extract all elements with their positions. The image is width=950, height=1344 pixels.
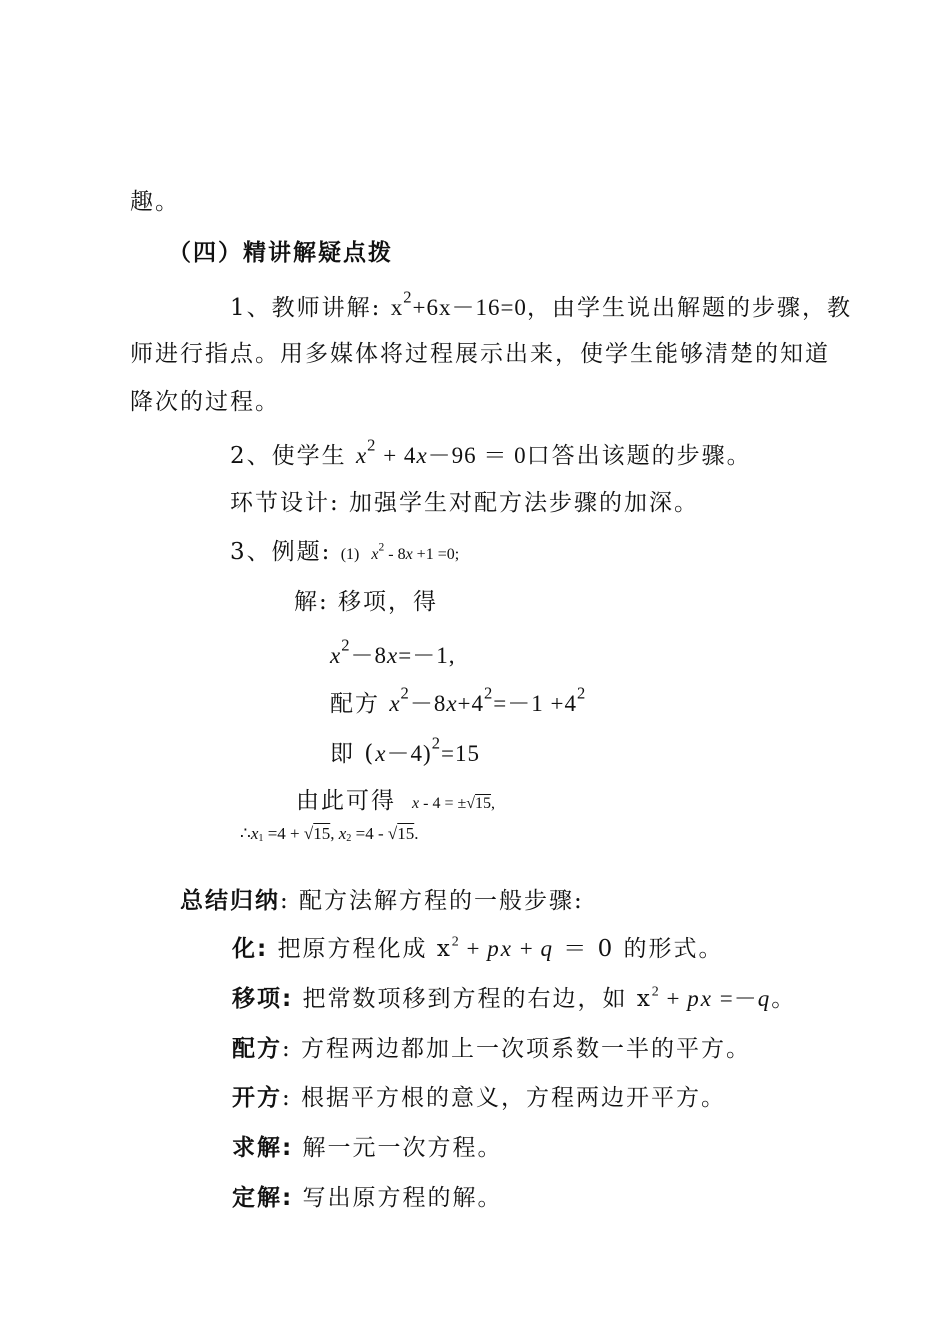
solution-step-5: $\therefore x_1 =4 + √15$, $x_2 =4 - √15$.	[240, 824, 419, 845]
solution-step-4: 由此可得 x - 4 = ±√15,	[296, 788, 496, 814]
step-qiujie: 求解: 解一元一次方程。	[232, 1135, 503, 1161]
paragraph-2	[230, 437, 752, 470]
example-number: (1)	[340, 546, 360, 563]
p2-after: 口答出该题的步骤。	[526, 443, 752, 469]
step-hua: 化: 把原方程化成 $x^2$ + px + q ＝ 0 的形式。	[232, 934, 724, 962]
step-yixiang: 移项: 把常数项移到方程的右边，如 $x^2$ + px =－q。	[232, 984, 797, 1012]
step-kaifang: 开方: 根据平方根的意义，方程两边开平方。	[232, 1085, 727, 1111]
summary-label: 总结归纳	[180, 888, 280, 914]
summary-line	[180, 882, 584, 915]
text-line: 趣。	[130, 189, 180, 215]
solution-step-1: $x^2-8x=-1$,	[330, 635, 456, 668]
p2-equation: $x^2 + 4x-96 = 0$	[355, 435, 527, 468]
example-heading	[230, 533, 459, 566]
solution-step-3: 即 $(x-4)^2=15$	[330, 733, 480, 767]
solve-label: 解: 移项，得	[294, 589, 439, 615]
section-heading: （四）精讲解疑点拨	[168, 240, 393, 266]
p1-after: ，由学生说出解题的步骤，教	[526, 295, 852, 321]
step-peifang: 配方: 方程两边都加上一次项系数一半的平方。	[232, 1036, 752, 1062]
p1-prefix: 1、教师讲解:	[230, 295, 391, 321]
paragraph-1-line-3: 降次的过程。	[130, 389, 280, 415]
p1-equation: $x^2+6x-16=0$	[390, 287, 527, 320]
paragraph-1-line-2: 师进行指点。用多媒体将过程展示出来，使学生能够清楚的知道	[130, 341, 830, 367]
summary-text: : 配方法解方程的一般步骤:	[280, 888, 584, 914]
design-note: 环节设计: 加强学生对配方法步骤的加深。	[230, 490, 700, 516]
example-prefix: 3、例题:	[230, 539, 341, 565]
example-equation: $x^2 - 8x +1 =0$;	[371, 541, 460, 563]
step-dingjie: 定解: 写出原方程的解。	[232, 1185, 503, 1211]
paragraph-1-line-1	[230, 289, 852, 322]
p2-prefix: 2、使学生	[230, 443, 356, 469]
solution-step-2: 配方 $x^2-8x+4^2=-1 +4^2$	[330, 683, 587, 717]
